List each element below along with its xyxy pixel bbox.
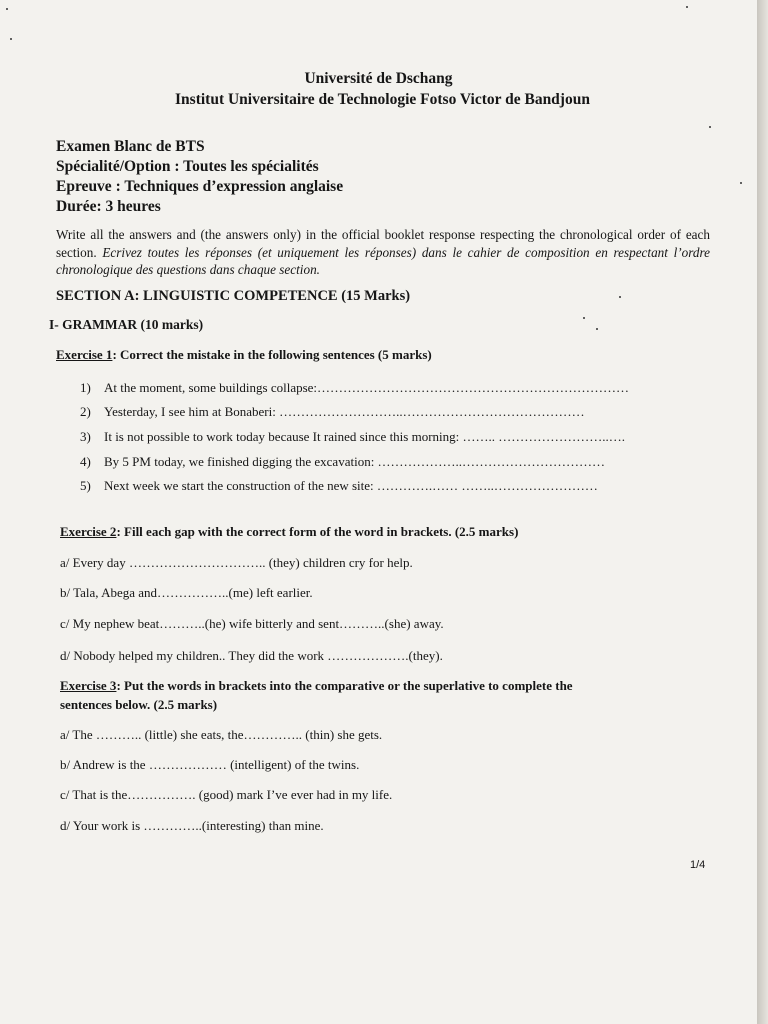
- exercise3-instruction: : Put the words in brackets into the comparative or the superlative to complete the: [116, 678, 573, 693]
- exercise1-title: [56, 347, 432, 363]
- item-text: At the moment, some buildings collapse:………………………………………………………………: [104, 380, 630, 395]
- exercise1-instruction: : Correct the mistake in the following sentences (5 marks): [112, 347, 432, 362]
- instructions-french: Ecrivez toutes les réponses (et uniquement les réponses) dans le cahier de composition en respectant l’ordre chronologique des questions dans chaque section.: [56, 244, 711, 277]
- item-number: 3): [80, 429, 91, 444]
- exercise2-item: d/ Nobody helped my children.. They did the work ……………….(they).: [60, 648, 443, 663]
- exercise1-item: [80, 404, 585, 420]
- item-text: By 5 PM today, we finished digging the excavation: ………………..……………………………: [104, 454, 606, 469]
- exercise1-label: Exercise 1: [56, 347, 113, 362]
- exercise3-label: Exercise 3: [60, 678, 117, 693]
- exam-duration: Durée: 3 heures: [56, 198, 161, 215]
- item-text: Next week we start the construction of the new site: ………….…… ……..……………………: [104, 478, 598, 493]
- instructions-english: Write all the answers and (the answers only) in the official booklet response respecting the chronological order of each section.: [56, 227, 710, 260]
- exercise2-instruction: : Fill each gap with the correct form of the word in brackets. (2.5 marks): [116, 524, 519, 539]
- exercise1-item: [80, 429, 625, 445]
- scan-speck: [619, 296, 621, 298]
- institute-name: Institut Universitaire de Technologie Fotso Victor de Bandjoun: [175, 91, 590, 108]
- exercise2-item: a/ Every day ………………………….. (they) children cry for help.: [60, 555, 413, 570]
- scan-speck: [6, 8, 8, 10]
- exercise3-title: [60, 678, 573, 694]
- exam-speciality: Spécialité/Option : Toutes les spécialités: [56, 158, 319, 175]
- exercise1-item: [80, 380, 629, 396]
- item-number: 1): [80, 380, 91, 395]
- item-text: It is not possible to work today because It rained since this morning: …….. ……………………..….: [104, 429, 626, 444]
- scan-speck: [583, 317, 585, 319]
- exercise2-title: [60, 524, 518, 540]
- page-edge: [757, 0, 768, 1024]
- scan-speck: [10, 38, 12, 40]
- exercise2-item: c/ My nephew beat………..(he) wife bitterly and sent………..(she) away.: [60, 616, 444, 631]
- exercise1-item: [80, 454, 605, 470]
- exercise3-item: d/ Your work is …………..(interesting) than mine.: [60, 818, 324, 833]
- university-name: Université de Dschang: [304, 70, 453, 87]
- item-text: Yesterday, I see him at Bonaberi: ………………………..……………………………………: [104, 404, 585, 419]
- exam-title: Examen Blanc de BTS: [56, 138, 205, 155]
- scan-speck: [740, 182, 742, 184]
- page-number: 1/4: [690, 859, 706, 871]
- scan-speck: [596, 328, 598, 330]
- section-a-title: SECTION A: LINGUISTIC COMPETENCE (15 Marks): [56, 288, 411, 304]
- scan-speck: [709, 126, 711, 128]
- item-number: 4): [80, 454, 91, 469]
- scan-speck: [686, 6, 688, 8]
- exercise2-item: b/ Tala, Abega and……………..(me) left earlier.: [60, 585, 313, 600]
- exam-subject: Epreuve : Techniques d’expression anglaise: [56, 178, 344, 195]
- item-number: 5): [80, 478, 91, 493]
- exercise2-label: Exercise 2: [60, 524, 117, 539]
- instructions: [56, 226, 710, 279]
- exercise1-item: [80, 478, 598, 494]
- exercise3-instruction-line2: sentences below. (2.5 marks): [60, 697, 218, 712]
- exercise3-item: a/ The ……….. (little) she eats, the………….. (thin) she gets.: [60, 727, 383, 742]
- exercise3-item: c/ That is the……………. (good) mark I’ve ever had in my life.: [60, 787, 393, 802]
- item-number: 2): [80, 404, 91, 419]
- grammar-heading: I- GRAMMAR (10 marks): [49, 317, 204, 332]
- exercise3-item: b/ Andrew is the ……………… (intelligent) of the twins.: [60, 757, 360, 772]
